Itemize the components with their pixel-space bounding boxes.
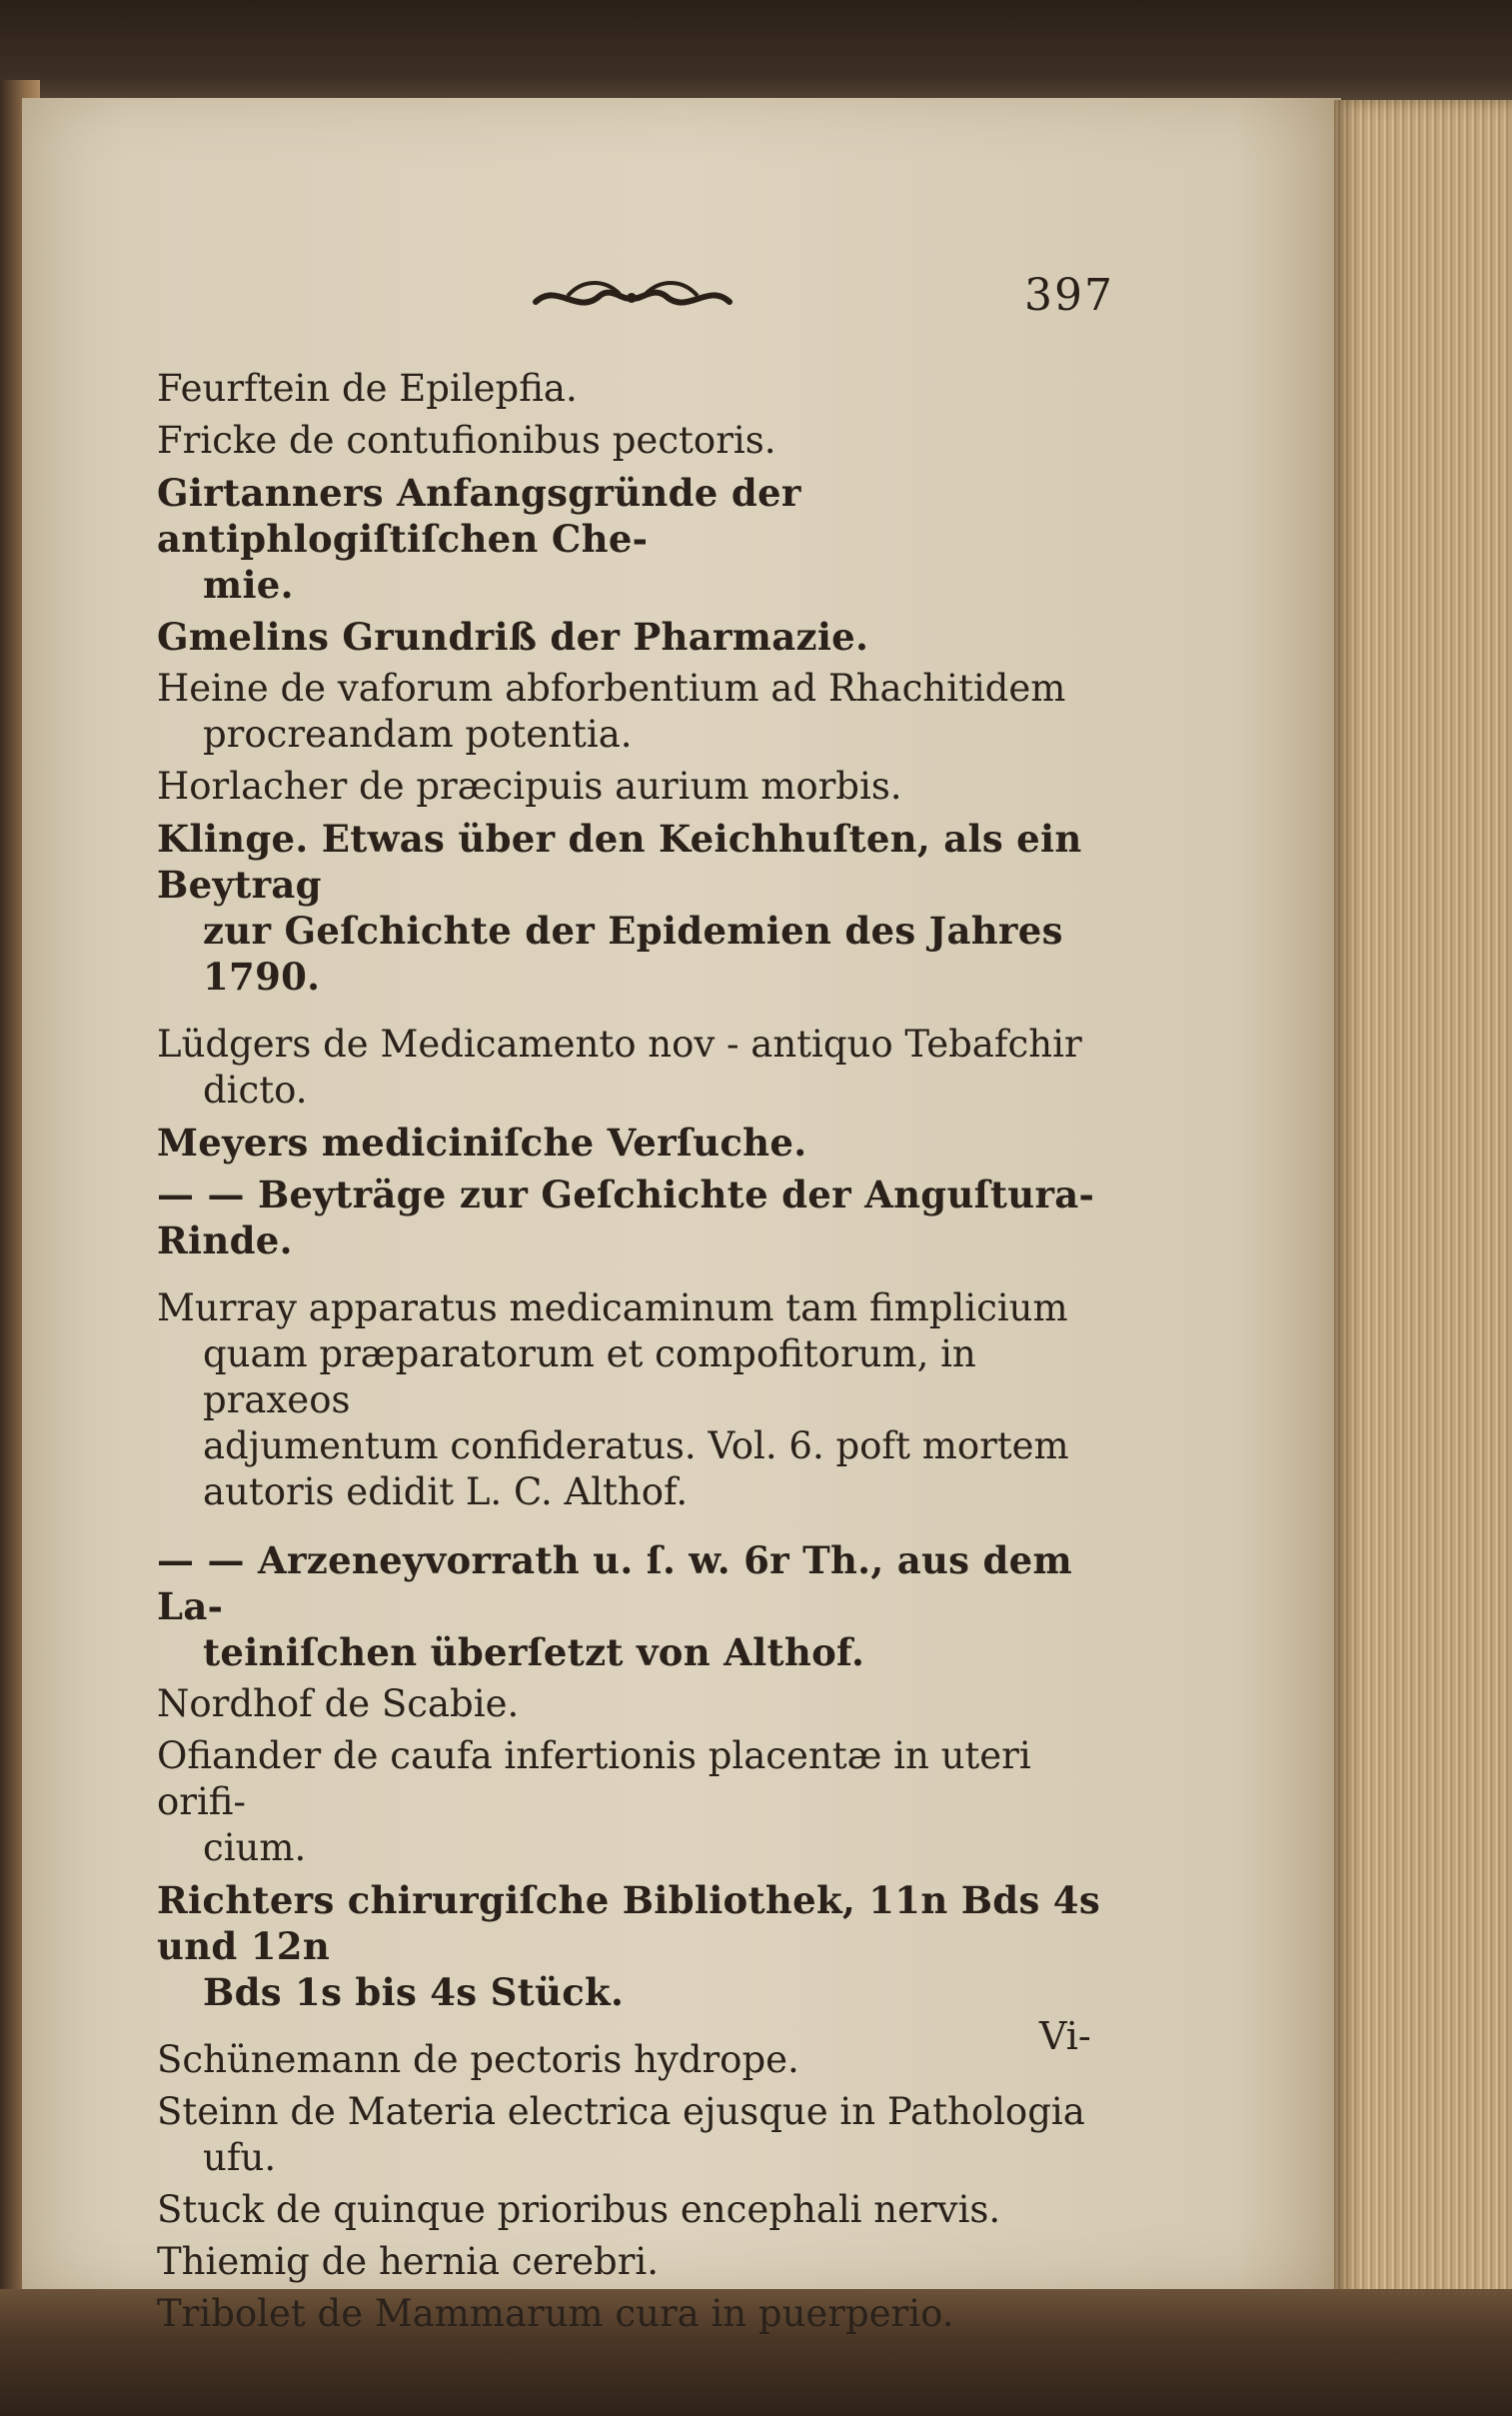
list-item: Nordhof de Scabie. [157, 1682, 520, 1725]
list-item: — — Arzeneyvorrath u. ſ. w. 6r Th., aus dem La- teiniſchen überſetzt von Althof. [157, 1538, 1072, 1674]
list-item: Murray apparatus medicaminum tam fimplicium quam præparatorum et compofitorum, in praxeos adjumentum confideratus. Vol. 6. poft mortem autoris edidit L. C. Althof. [157, 1286, 1069, 1513]
list-item: — — Beyträge zur Geſchichte der Anguſtura-Rinde. [157, 1173, 1095, 1262]
list-item: Horlacher de præcipuis aurium morbis. [157, 765, 902, 808]
list-item: Klinge. Etwas über den Keichhuſten, als ein Beytrag zur Geſchichte der Epidemien des Jahres 1790. [157, 817, 1082, 999]
list-item: Meyers mediciniſche Verſuche. [157, 1121, 807, 1165]
catchword: Vi- [1039, 2014, 1091, 2058]
list-item: Thiemig de hernia cerebri. [157, 2240, 660, 2283]
list-item: Girtanners Anfangsgründe der antiphlogiſtiſchen Che- mie. [157, 471, 801, 607]
page-stack-edge [1334, 100, 1512, 2339]
list-item: Stuck de quinque prioribus encephali nervis. [157, 2188, 1001, 2231]
list-item: Fricke de contufionibus pectoris. [157, 419, 776, 462]
list-item: Heine de vaforum abforbentium ad Rhachitidem procreandam potentia. [157, 667, 1066, 756]
list-item: Lüdgers de Medicamento nov - antiquo Tebafchir dicto. [157, 1023, 1082, 1112]
list-item: Ofiander de caufa infertionis placentæ in uteri orifi- cium. [157, 1734, 1031, 1869]
list-item: Gmelins Grundriß der Pharmazie. [157, 615, 869, 659]
list-item: Feurftein de Epilepfia. [157, 367, 578, 410]
list-item: Schünemann de pectoris hydrope. [157, 2038, 799, 2081]
page-number: 397 [1024, 270, 1114, 321]
list-item: Steinn de Materia electrica ejusque in Pathologia ufu. [157, 2090, 1085, 2179]
list-item: Tribolet de Mammarum cura in puerperio. [157, 2292, 954, 2335]
book-top-shadow [0, 0, 1512, 110]
printer-ornament-icon [528, 272, 738, 328]
list-item: Richters chirurgiſche Bibliothek, 11n Bds 4s und 12n Bds 1s bis 4s Stück. [157, 1878, 1100, 2014]
bibliography-list [157, 366, 1101, 2343]
